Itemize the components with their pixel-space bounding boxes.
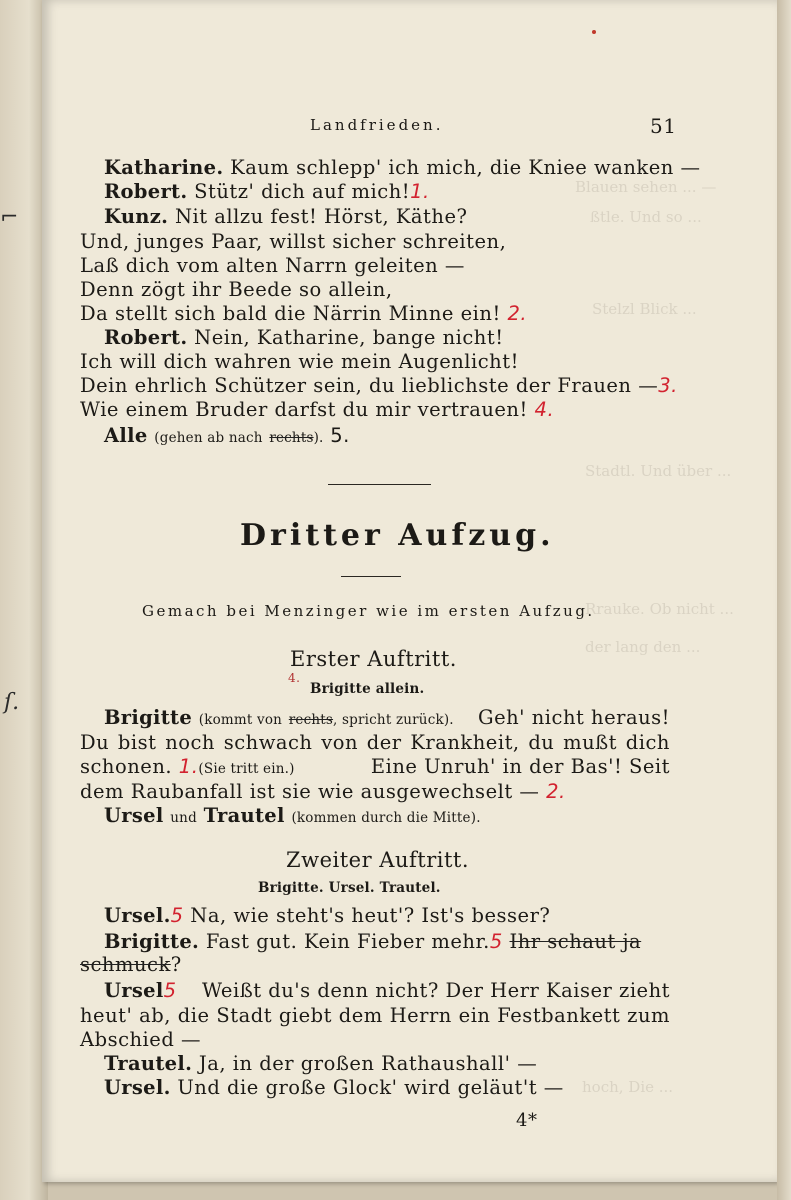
prose-line: heut' ab, die Stadt giebt dem Herrn ein Festbankett zum (80, 1004, 670, 1027)
struck-word: rechts (269, 430, 314, 446)
struck-text: Ihr schaut ja (509, 930, 642, 953)
verse-line: Laß dich vom alten Narrn geleiten — (80, 254, 465, 277)
verse-line (104, 156, 701, 179)
prose-text: schonen. (80, 755, 173, 778)
setting-description: Gemach bei Menzinger wie im ersten Aufzug. (142, 602, 595, 620)
verse-line (80, 398, 554, 421)
verse-line (104, 326, 504, 349)
stage-direction: (Sie tritt ein.) (198, 761, 295, 777)
speaker-name: Alle (104, 424, 148, 447)
verse-line (80, 374, 678, 397)
verse-text: Wie einem Bruder darfst du mir vertrauen! (80, 398, 528, 421)
prose-line: Abschied — (80, 1028, 202, 1051)
prose-line (80, 731, 670, 754)
verse-line (104, 205, 467, 228)
red-correction-mark: 2. (546, 780, 566, 803)
verse-text: Dein ehrlich Schützer sein, du lieblichste der Frauen — (80, 374, 659, 397)
prose-text: Und die große Glock' wird geläut't — (177, 1076, 564, 1099)
red-correction-mark: 5 (170, 904, 184, 927)
prose-line (104, 706, 670, 729)
prose-line (104, 930, 641, 953)
word: Du (80, 731, 110, 754)
prose-line (104, 1076, 564, 1099)
stage-direction-line (104, 804, 481, 827)
cast-list: Brigitte allein. (310, 681, 425, 697)
prose-text: Geh' nicht heraus! (478, 706, 670, 729)
word: Krankheit, (410, 731, 520, 754)
running-title: Landfrieden. (310, 116, 444, 134)
struck-word: rechts (288, 712, 334, 728)
speaker-name: Ursel (104, 804, 164, 827)
facing-page-edge (0, 0, 48, 1200)
stage-direction: (kommt von (198, 712, 283, 728)
prose-line (80, 755, 670, 778)
page-number: 51 (650, 114, 677, 138)
struck-text: schmuck (80, 953, 171, 976)
verse-line (80, 302, 527, 325)
prose-text: Ja, in der großen Rathaushall' — (198, 1052, 538, 1075)
red-correction-mark: 1. (178, 755, 199, 778)
stage-direction: (kommen durch die Mitte). (291, 810, 481, 826)
prose-line (80, 780, 566, 803)
word: schwach (223, 731, 313, 754)
stage-direction: , spricht zurück). (333, 712, 454, 728)
prose-line (104, 904, 550, 927)
word: der (366, 731, 402, 754)
prose-line (80, 953, 182, 976)
speaker-name: Ursel (104, 979, 164, 1002)
speaker-name: Robert. (104, 180, 188, 203)
cast-list: Brigitte. Ursel. Trautel. (258, 880, 441, 896)
verse-line: Denn zögt ihr Beede so allein, (80, 278, 393, 301)
word: von (321, 731, 359, 754)
word: dich (625, 731, 670, 754)
speaker-name: Trautel (203, 804, 285, 827)
speaker-name: Kunz. (104, 205, 169, 228)
act-title: Dritter Aufzug. (240, 518, 555, 553)
prose-line (104, 1052, 537, 1075)
scene-title: Zweiter Auftritt. (286, 848, 470, 872)
speaker-name: Katharine. (104, 156, 224, 179)
speaker-name: Ursel. (104, 904, 171, 927)
verse-line: Und, junges Paar, willst sicher schreiten, (80, 230, 507, 253)
next-page-edge (777, 0, 791, 1200)
prose-text: Eine Unruh' in der Bas'! Seit (370, 755, 670, 778)
stage-direction: ). (313, 430, 324, 446)
red-correction-mark: 1. (410, 180, 430, 203)
word: bist (117, 731, 157, 754)
word: du (528, 731, 555, 754)
speaker-name: Robert. (104, 326, 188, 349)
verse-text: Nit allzu fest! Hörst, Käthe? (174, 205, 468, 228)
verse-line: Ich will dich wahren wie mein Augenlicht! (80, 350, 519, 373)
scene-title: Erster Auftritt. (290, 647, 457, 671)
red-correction-mark: 5 (489, 930, 503, 953)
pencil-mark: 5. (330, 424, 350, 447)
prose-text: Na, wie steht's heut'? Ist's besser? (190, 904, 551, 927)
stage-direction-line (104, 424, 350, 447)
prose-text: dem Raubanfall ist sie wie ausgewechselt — (80, 780, 540, 803)
red-speck (592, 30, 596, 34)
speaker-name: Brigitte. (104, 930, 200, 953)
pencil-mark: 4. (288, 671, 301, 685)
facing-page-ink-mark: ſ. (4, 690, 20, 715)
speaker-name: Trautel. (104, 1052, 193, 1075)
verse-text: Kaum schlepp' ich mich, die Kniee wanken — (230, 156, 701, 179)
red-correction-mark: 5 (163, 979, 177, 1002)
section-rule (328, 484, 431, 485)
conjunction: und (170, 810, 197, 826)
red-correction-mark: 4. (534, 398, 555, 421)
verse-line (104, 180, 430, 203)
verse-text: Nein, Katharine, bange nicht! (194, 326, 504, 349)
verse-text: Da stellt sich bald die Närrin Minne ein! (80, 302, 501, 325)
stage-direction: (gehen ab nach (154, 430, 263, 446)
word: noch (165, 731, 215, 754)
signature-mark: 4* (516, 1110, 538, 1131)
verse-text: Stütz' dich auf mich! (194, 180, 411, 203)
red-correction-mark: 3. (658, 374, 678, 397)
red-correction-mark: 2. (507, 302, 528, 325)
prose-text: Weißt du's denn nicht? Der Herr Kaiser zieht (201, 979, 670, 1002)
speaker-name: Ursel. (104, 1076, 171, 1099)
prose-text: Fast gut. Kein Fieber mehr. (205, 930, 490, 953)
speaker-name: Brigitte (104, 706, 193, 729)
word: mußt (563, 731, 618, 754)
prose-line (104, 979, 670, 1002)
title-rule (341, 576, 401, 577)
prose-text: ? (170, 953, 182, 976)
facing-page-ink-mark: ⌐ (0, 205, 19, 230)
